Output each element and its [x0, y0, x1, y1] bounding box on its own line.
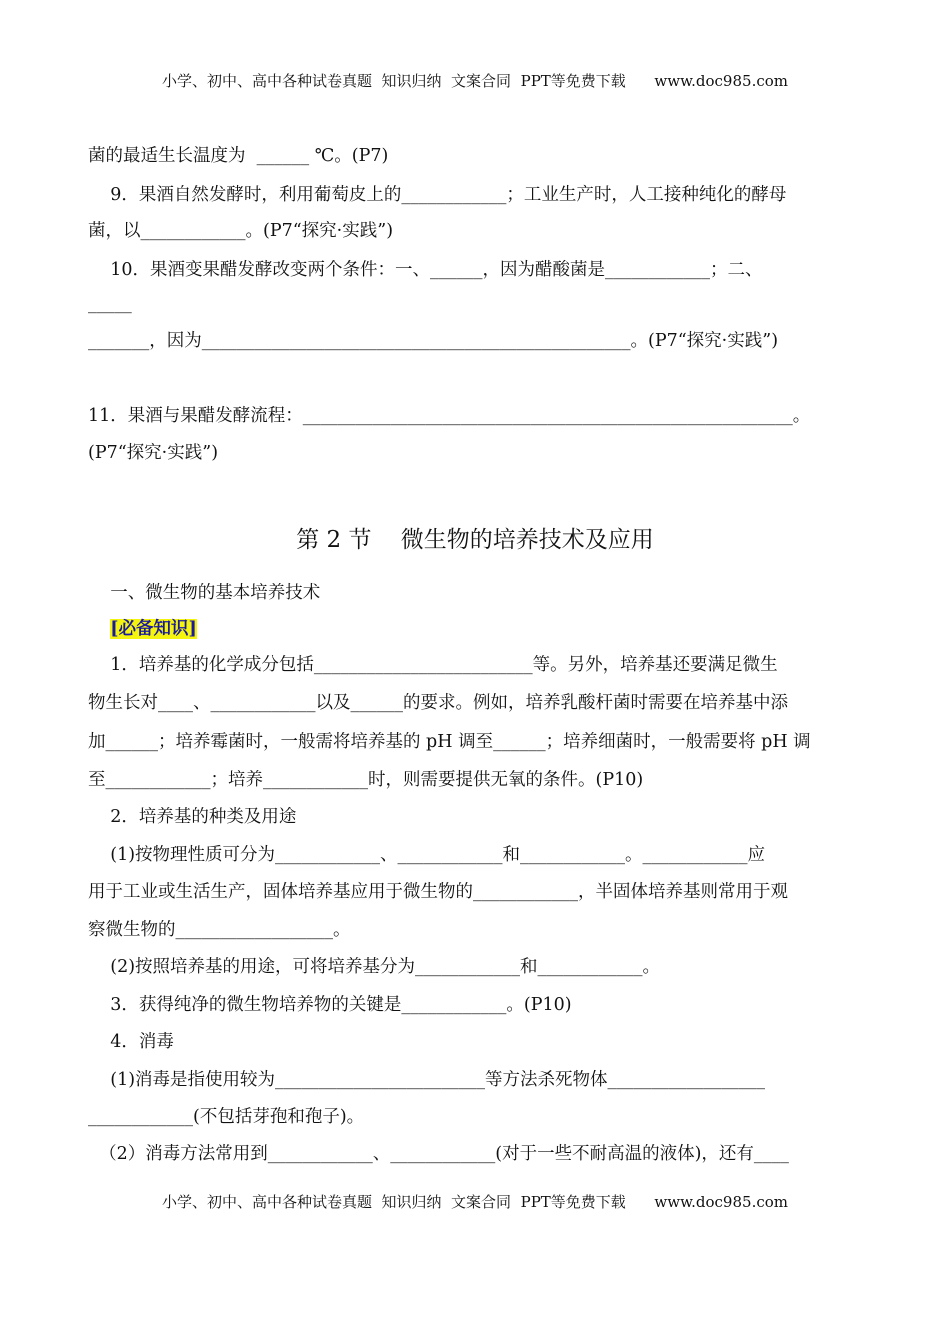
- text-line: (2)按照培养基的用途，可将培养基分为____________和____________。: [88, 957, 661, 977]
- text-line: (1)按物理性质可分为____________、____________和____________。____________应: [88, 845, 766, 865]
- text-line: 菌，以____________。(P7“探究·实践”): [88, 221, 394, 241]
- text-line: 至____________；培养____________时，则需要提供无氧的条件。(P10): [88, 770, 644, 790]
- text-line: 物生长对____、____________以及______的要求。例如，培养乳酸杆菌时需要在培养基中添: [88, 693, 788, 713]
- text-line: 9．果酒自然发酵时，利用葡萄皮上的____________；工业生产时，人工接种纯化的酵母: [88, 185, 787, 205]
- text-line: 10．果酒变果醋发酵改变两个条件：一、______，因为醋酸菌是____________；二、: [88, 260, 763, 280]
- text-line: 11．果酒与果醋发酵流程：________________________________________________________。: [88, 406, 811, 426]
- text-line: 3．获得纯净的微生物培养物的关键是____________。(P10): [88, 995, 572, 1015]
- text-line: 4．消毒: [88, 1032, 174, 1052]
- text-line: 加______；培养霉菌时，一般需将培养基的 pH 调至______；培养细菌时，一般需要将 pH 调: [88, 732, 811, 752]
- text-line: 2．培养基的种类及用途: [88, 807, 297, 827]
- text-line: 用于工业或生活生产，固体培养基应用于微生物的____________，半固体培养基则常用于观: [88, 882, 788, 902]
- text-line: 察微生物的__________________。: [88, 920, 351, 940]
- page-footer: 小学、初中、高中各种试卷真题 知识归纳 文案合同 PPT等免费下载 www.doc985.com: [161, 1193, 788, 1211]
- section-title: 第 2 节 微生物的培养技术及应用: [296, 527, 654, 553]
- knowledge-badge: [必备知识]: [110, 619, 197, 639]
- text-line: (1)消毒是指使用较为________________________等方法杀死物体__________________: [88, 1070, 766, 1090]
- text-line: （2）消毒方法常用到____________、____________(对于一些不耐高温的液体)，还有____: [88, 1144, 789, 1164]
- page-header: 小学、初中、高中各种试卷真题 知识归纳 文案合同 PPT等免费下载 www.doc985.com: [161, 72, 788, 90]
- text-line: ____________(不包括芽孢和孢子)。: [88, 1107, 365, 1127]
- text-line: _____: [88, 294, 132, 314]
- knowledge-badge-line: [88, 617, 868, 641]
- text-line: 菌的最适生长温度为 ______ ℃。(P7): [88, 146, 389, 166]
- text-line: (P7“探究·实践”): [88, 443, 219, 463]
- text-line: _______，因为_________________________________________________。(P7“探究·实践”): [88, 331, 779, 351]
- text-line: 1．培养基的化学成分包括_________________________等。另外，培养基还要满足微生: [88, 655, 778, 675]
- subsection-heading: 一、微生物的基本培养技术: [88, 583, 321, 603]
